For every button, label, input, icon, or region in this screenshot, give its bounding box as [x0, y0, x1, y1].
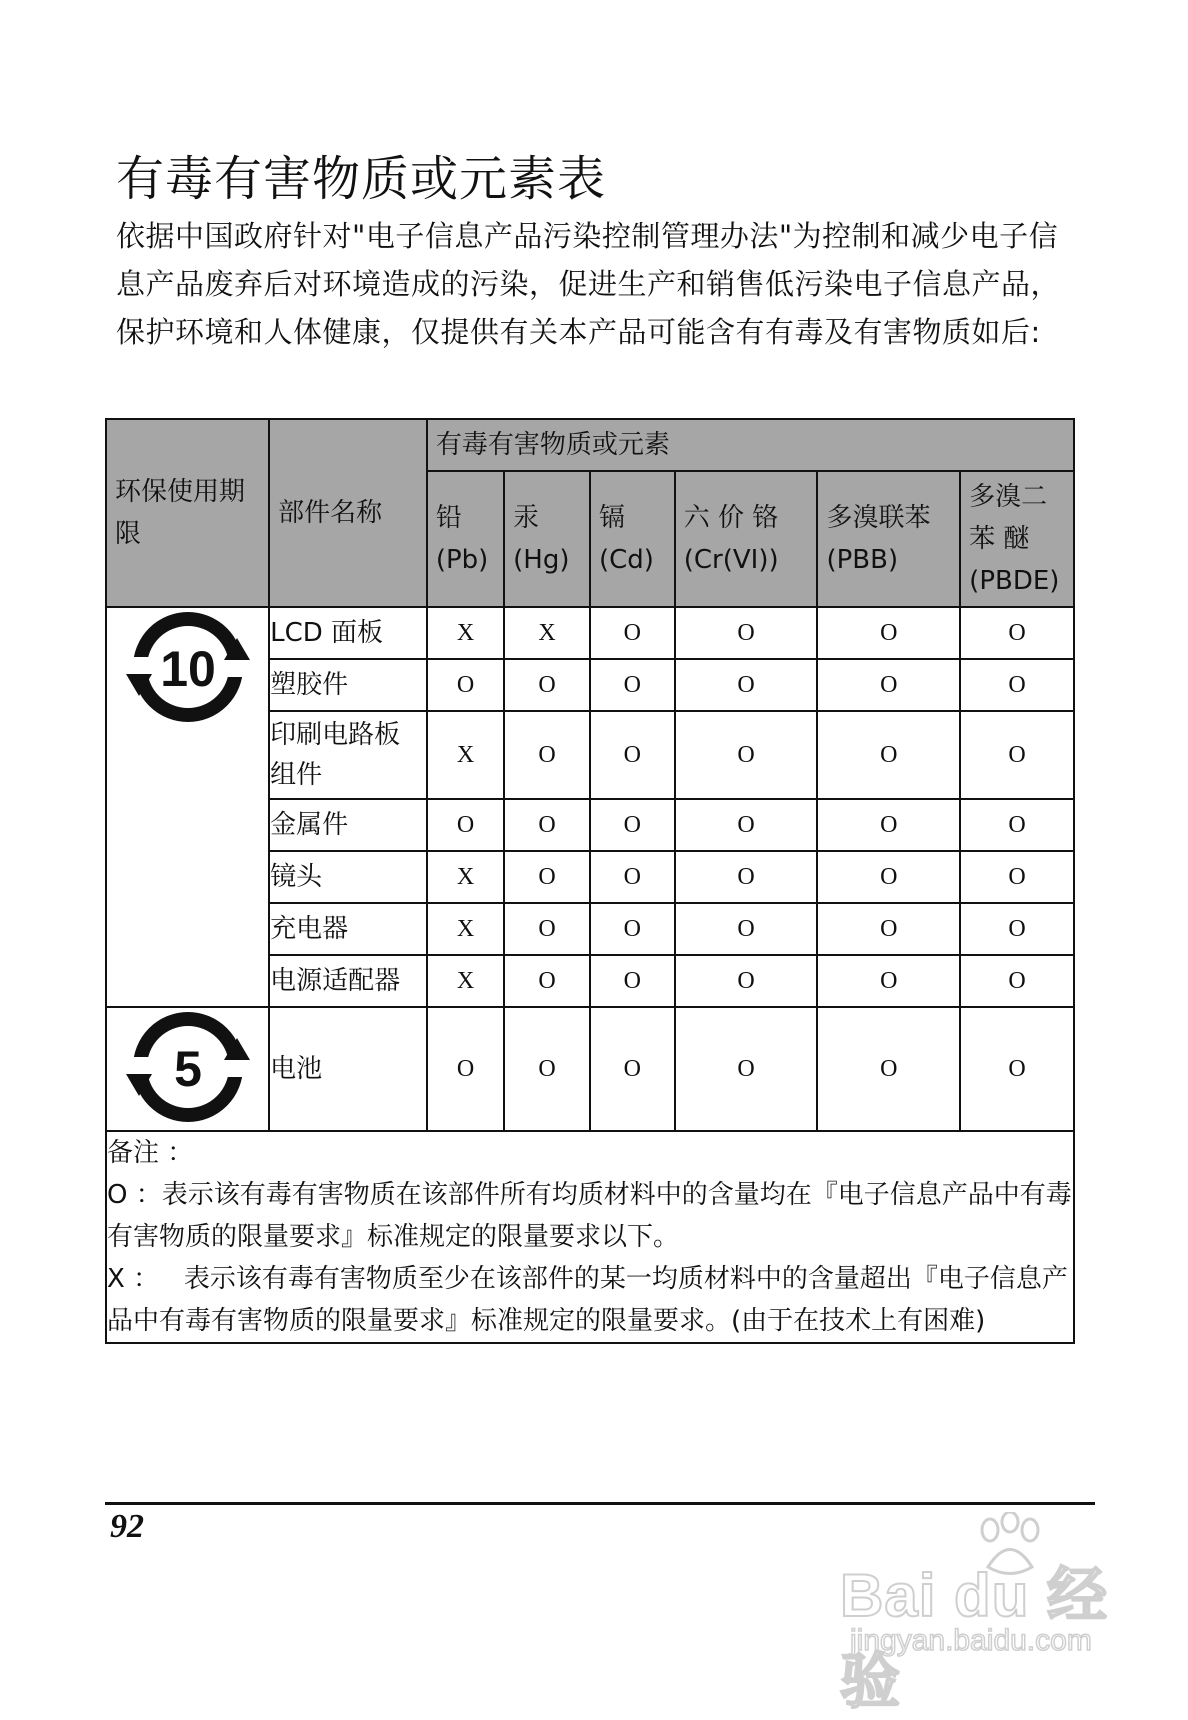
epup-5-year-icon: [122, 1008, 254, 1126]
substance-mark-cell: O: [590, 1007, 675, 1131]
table-row: [106, 1007, 1074, 1131]
element-name: 六 价 铬: [683, 503, 779, 533]
element-symbol: (Pb): [435, 545, 489, 575]
substance-mark-cell: O: [675, 607, 818, 659]
element-symbol: (Hg): [513, 545, 570, 575]
substance-mark-cell: O: [817, 799, 960, 851]
logo-label: 5: [173, 1041, 202, 1097]
substance-mark-cell: O: [590, 711, 675, 799]
substance-mark-cell: O: [960, 711, 1074, 799]
part-name-cell: 电源适配器: [269, 955, 427, 1007]
part-name-cell: 塑胶件: [269, 659, 427, 711]
substance-mark-cell: O: [427, 1007, 504, 1131]
substance-mark-cell: X: [427, 711, 504, 799]
substance-mark-cell: O: [960, 659, 1074, 711]
substance-mark-cell: O: [675, 799, 818, 851]
substance-mark-cell: O: [504, 955, 590, 1007]
substance-mark-cell: X: [427, 851, 504, 903]
header-element: [504, 471, 590, 607]
part-name-cell: 充电器: [269, 903, 427, 955]
watermark-brand: Bai du 经验: [840, 1562, 1109, 1715]
substance-mark-cell: O: [504, 903, 590, 955]
header-substance-group: 有毒有害物质或元素: [427, 419, 1074, 471]
substance-mark-cell: O: [817, 659, 960, 711]
substance-mark-cell: O: [675, 955, 818, 1007]
substance-mark-cell: O: [590, 607, 675, 659]
header-period: 环保使用期限: [106, 419, 269, 607]
header-element: [427, 471, 504, 607]
substance-mark-cell: O: [960, 799, 1074, 851]
substance-mark-cell: O: [817, 903, 960, 955]
header-element: [675, 471, 818, 607]
substance-mark-cell: O: [504, 659, 590, 711]
note-x-text: 表示该有毒有害物质至少在该部件的某一均质材料中的含量超出『电子信息产品中有毒有害物质的限量要求』标准规定的限量要求。(由于在技术上有困难): [107, 1264, 1068, 1336]
header-element: [590, 471, 675, 607]
period-5-cell: [106, 1007, 269, 1131]
part-name-cell: 印刷电路板组件: [269, 711, 427, 799]
substance-mark-cell: X: [427, 955, 504, 1007]
substance-mark-cell: O: [960, 1007, 1074, 1131]
substance-mark-cell: O: [675, 659, 818, 711]
substance-mark-cell: O: [590, 903, 675, 955]
substance-mark-cell: O: [960, 851, 1074, 903]
substance-mark-cell: O: [675, 1007, 818, 1131]
substance-mark-cell: O: [675, 711, 818, 799]
substance-mark-cell: X: [427, 607, 504, 659]
hazardous-substances-table: [105, 418, 1075, 1344]
element-name: 多溴二苯 醚: [969, 482, 1048, 554]
element-symbol: (Cr(VI)): [683, 545, 779, 575]
element-name: 铅: [435, 503, 462, 533]
epup-10-year-icon: [122, 608, 254, 726]
notes-heading: 备注 ：: [107, 1138, 194, 1168]
intro-paragraph: 依据中国政府针对"电子信息产品污染控制管理办法"为控制和减少电子信息产品废弃后对环境造成的污染，促进生产和销售低污染电子信息产品，保护环境和人体健康，仅提供有关本产品可能含有有毒及有害物质如后:: [116, 219, 1061, 349]
substance-mark-cell: O: [590, 799, 675, 851]
element-symbol: (PBDE): [969, 566, 1060, 596]
note-o-text: 表示该有毒有害物质在该部件所有均质材料中的含量均在『电子信息产品中有毒有害物质的限量要求』标准规定的限量要求以下。: [107, 1180, 1072, 1252]
substance-mark-cell: O: [960, 607, 1074, 659]
element-name: 多溴联苯: [826, 503, 931, 533]
substance-mark-cell: O: [675, 851, 818, 903]
footer-rule: [105, 1502, 1095, 1505]
watermark-site: jingyan.baidu.com: [850, 1624, 1092, 1657]
note-o: [107, 1174, 1073, 1258]
header-element: [960, 471, 1074, 607]
page-number: 92: [110, 1508, 144, 1545]
substance-mark-cell: O: [504, 1007, 590, 1131]
note-o-symbol: O ：: [107, 1180, 162, 1210]
logo-label: 10: [159, 641, 216, 697]
substance-mark-cell: O: [817, 1007, 960, 1131]
substance-mark-cell: O: [427, 799, 504, 851]
substance-mark-cell: O: [817, 851, 960, 903]
substance-mark-cell: O: [590, 851, 675, 903]
page-title: 有毒有害物质或元素表: [116, 151, 607, 207]
table-row: [106, 607, 1074, 659]
substance-mark-cell: O: [675, 903, 818, 955]
substance-mark-cell: O: [427, 659, 504, 711]
substance-mark-cell: O: [817, 607, 960, 659]
note-x-symbol: X ：: [107, 1264, 160, 1294]
substance-mark-cell: O: [504, 711, 590, 799]
part-name-cell: 电池: [269, 1007, 427, 1131]
substance-mark-cell: O: [817, 955, 960, 1007]
element-name: 汞: [513, 503, 540, 533]
header-element: [817, 471, 960, 607]
element-symbol: (Cd): [598, 545, 654, 575]
substance-mark-cell: X: [504, 607, 590, 659]
element-name: 镉: [598, 503, 625, 533]
part-name-cell: 镜头: [269, 851, 427, 903]
element-symbol: (PBB): [826, 545, 899, 575]
baidu-watermark: [840, 1512, 1140, 1715]
substance-mark-cell: O: [504, 851, 590, 903]
period-10-cell: [106, 607, 269, 1007]
substance-mark-cell: X: [427, 903, 504, 955]
substance-mark-cell: O: [817, 711, 960, 799]
substance-mark-cell: O: [504, 799, 590, 851]
table-notes: [106, 1131, 1074, 1343]
header-part-name: 部件名称: [269, 419, 427, 607]
substance-mark-cell: O: [960, 903, 1074, 955]
substance-mark-cell: O: [590, 955, 675, 1007]
substance-mark-cell: O: [590, 659, 675, 711]
part-name-cell: LCD 面板: [269, 607, 427, 659]
part-name-cell: 金属件: [269, 799, 427, 851]
substance-mark-cell: O: [960, 955, 1074, 1007]
note-x: [107, 1258, 1073, 1342]
